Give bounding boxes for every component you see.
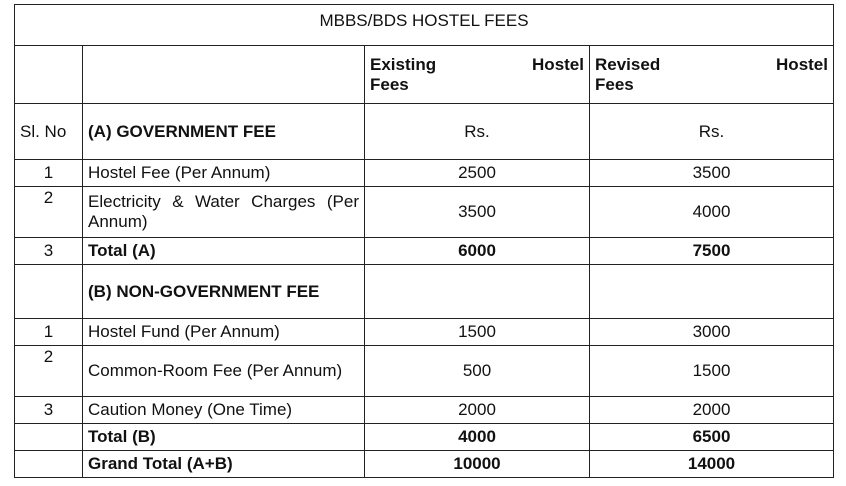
total-b-revised: 6500 — [590, 424, 834, 451]
section-b-revised-blank — [590, 265, 834, 319]
unit-revised: Rs. — [590, 104, 834, 160]
row-revised: 2000 — [590, 397, 834, 424]
table-row — [15, 345, 834, 397]
row-desc: Hostel Fee (Per Annum) — [83, 159, 365, 186]
total-b-label: Total (B) — [83, 424, 365, 451]
row-existing: 2500 — [365, 159, 590, 186]
row-existing: 3500 — [365, 186, 590, 238]
row-revised: 4000 — [590, 186, 834, 238]
grand-total-sl-blank — [15, 451, 83, 478]
row-existing: 500 — [365, 345, 590, 397]
row-sl: 2 — [15, 345, 83, 397]
total-b-sl-blank — [15, 424, 83, 451]
grand-total-revised: 14000 — [590, 451, 834, 478]
row-desc: Total (A) — [83, 238, 365, 265]
table-title: MBBS/BDS HOSTEL FEES — [15, 5, 834, 46]
header-existing: Existing Hostel Fees — [365, 46, 590, 104]
grand-total-row — [15, 451, 834, 478]
section-b-existing-blank — [365, 265, 590, 319]
row-revised: 1500 — [590, 345, 834, 397]
row-desc: Hostel Fund (Per Annum) — [83, 318, 365, 345]
row-revised: 3000 — [590, 318, 834, 345]
total-b-row — [15, 424, 834, 451]
title-row — [15, 5, 834, 46]
column-header-row — [15, 46, 834, 104]
row-desc: Common-Room Fee (Per Annum) — [83, 345, 365, 397]
sl-no-header: Sl. No — [15, 104, 83, 160]
header-sl-blank — [15, 46, 83, 104]
row-sl: 2 — [15, 186, 83, 238]
hostel-fees-table — [14, 4, 834, 478]
row-desc: Electricity & Water Charges (Per Annum) — [83, 186, 365, 238]
section-b-header-row — [15, 265, 834, 319]
table-row — [15, 186, 834, 238]
table-row — [15, 397, 834, 424]
section-b-sl-blank — [15, 265, 83, 319]
row-sl: 1 — [15, 159, 83, 186]
total-b-existing: 4000 — [365, 424, 590, 451]
row-existing: 6000 — [365, 238, 590, 265]
row-desc: Caution Money (One Time) — [83, 397, 365, 424]
row-existing: 1500 — [365, 318, 590, 345]
section-b-label: (B) NON-GOVERNMENT FEE — [83, 265, 365, 319]
row-sl: 1 — [15, 318, 83, 345]
section-a-header-row — [15, 104, 834, 160]
section-a-label: (A) GOVERNMENT FEE — [83, 104, 365, 160]
grand-total-label: Grand Total (A+B) — [83, 451, 365, 478]
table-row — [15, 318, 834, 345]
row-sl: 3 — [15, 397, 83, 424]
unit-existing: Rs. — [365, 104, 590, 160]
table-row — [15, 238, 834, 265]
header-revised: Revised Hostel Fees — [590, 46, 834, 104]
row-revised: 7500 — [590, 238, 834, 265]
table-row — [15, 159, 834, 186]
row-sl: 3 — [15, 238, 83, 265]
row-existing: 2000 — [365, 397, 590, 424]
grand-total-existing: 10000 — [365, 451, 590, 478]
header-desc-blank — [83, 46, 365, 104]
row-revised: 3500 — [590, 159, 834, 186]
